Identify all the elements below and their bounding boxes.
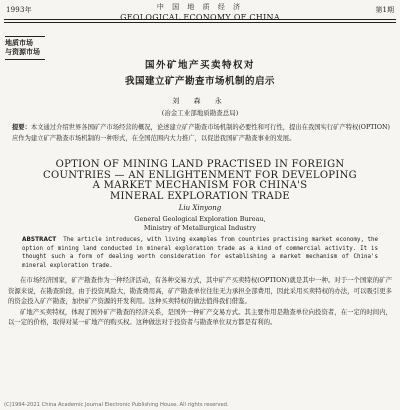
column-tag-line1: 地质市场 bbox=[5, 39, 33, 47]
article-body bbox=[8, 275, 392, 328]
affiliation-cn: (冶金工业部地质勘查总局) bbox=[161, 109, 239, 117]
abstract-en-text: The article introduces, with living examples from countries practising market economy, the option of mining land conducted in mineral exploration trade as a kind of commercial activity. It is thought such a form of dealing worth consideration for establishing a market mechanism of China's mineral exploration trade. bbox=[22, 237, 378, 269]
article-title-en bbox=[0, 160, 400, 202]
affiliation-en-line2: Ministry of Metallurgical Industry bbox=[143, 224, 257, 232]
title-en-line4: MINERAL EXPLORATION TRADE bbox=[110, 190, 290, 202]
body-paragraph-2: 矿地产买卖特权，体现了国外矿产勘查的经济关系，是国外一种矿产交易方式。其主要作用是勘查单位向投资者，在一定的时间内，以一定的价格，取得对某一矿地产的购买权。这种做法对于投资者与勘查单位双方都是有利的。 bbox=[8, 307, 392, 327]
affiliation-en-line1: General Geological Exploration Bureau, bbox=[134, 215, 266, 223]
abstract-cn-label: 提要： bbox=[12, 124, 31, 131]
header-rule-thin bbox=[4, 22, 396, 23]
title-en-line2: COUNTRIES — AN ENLIGHTENMENT FOR DEVELOPING bbox=[43, 169, 357, 181]
header-year: 1993年 bbox=[6, 6, 32, 14]
header-issue: 第1期 bbox=[375, 6, 394, 14]
abstract-en-label: ABSTRACT bbox=[22, 237, 57, 243]
author-en: Liu Xinyong bbox=[178, 204, 222, 212]
journal-name-en: GEOLOGICAL ECONOMY OF CHINA bbox=[120, 13, 280, 22]
author-cn: 刘 森 永 bbox=[172, 97, 228, 105]
article-title-cn: 国外矿地产买卖特权对 bbox=[144, 60, 255, 71]
copyright-footer: (C)1994-2021 China Academic Journal Electronic Publishing House. All rights reserved. bbox=[4, 402, 229, 408]
journal-name-cn: 中 国 地 质 经 济 bbox=[156, 3, 244, 11]
header-rule bbox=[4, 19, 396, 20]
article-subtitle-cn: 我国建立矿产勘查市场机制的启示 bbox=[124, 76, 275, 87]
abstract-en bbox=[22, 236, 378, 270]
abstract-cn bbox=[12, 122, 390, 144]
abstract-cn-text: 本文通过介绍世界各国矿产市场经营的概况，论述建立矿产勘查市场机制的必要性和可行性，提出在我国实行矿产特权(OPTION)应作为建立矿产勘查市场机制的一种形式，在全国范围内大力推广，以促进我国矿产勘查事业的发展。 bbox=[12, 124, 391, 142]
title-en-line3: A MARKET MECHANISM FOR CHINA'S bbox=[92, 180, 308, 191]
column-tag-line2: 与资源市场 bbox=[5, 48, 40, 56]
body-paragraph-1: 在市场经济国家，矿产勘查作为一种经济活动，有各种交易方式，其中矿产买卖特权(OPTION)就是其中一种。对于一个国家的矿产资源来说，在勘查阶段，由于投资风险大，勘查费用高，矿产勘查单位往往无力承担全部费用，因此采用买卖特权的办法，可以吸引更多的资金投入矿产勘查，加快矿产资源的开发利用。这种买卖特权的做法值得我们借鉴。 bbox=[8, 276, 392, 306]
title-en-line1: OPTION OF MINING LAND PRACTISED IN FOREIGN bbox=[55, 159, 345, 170]
